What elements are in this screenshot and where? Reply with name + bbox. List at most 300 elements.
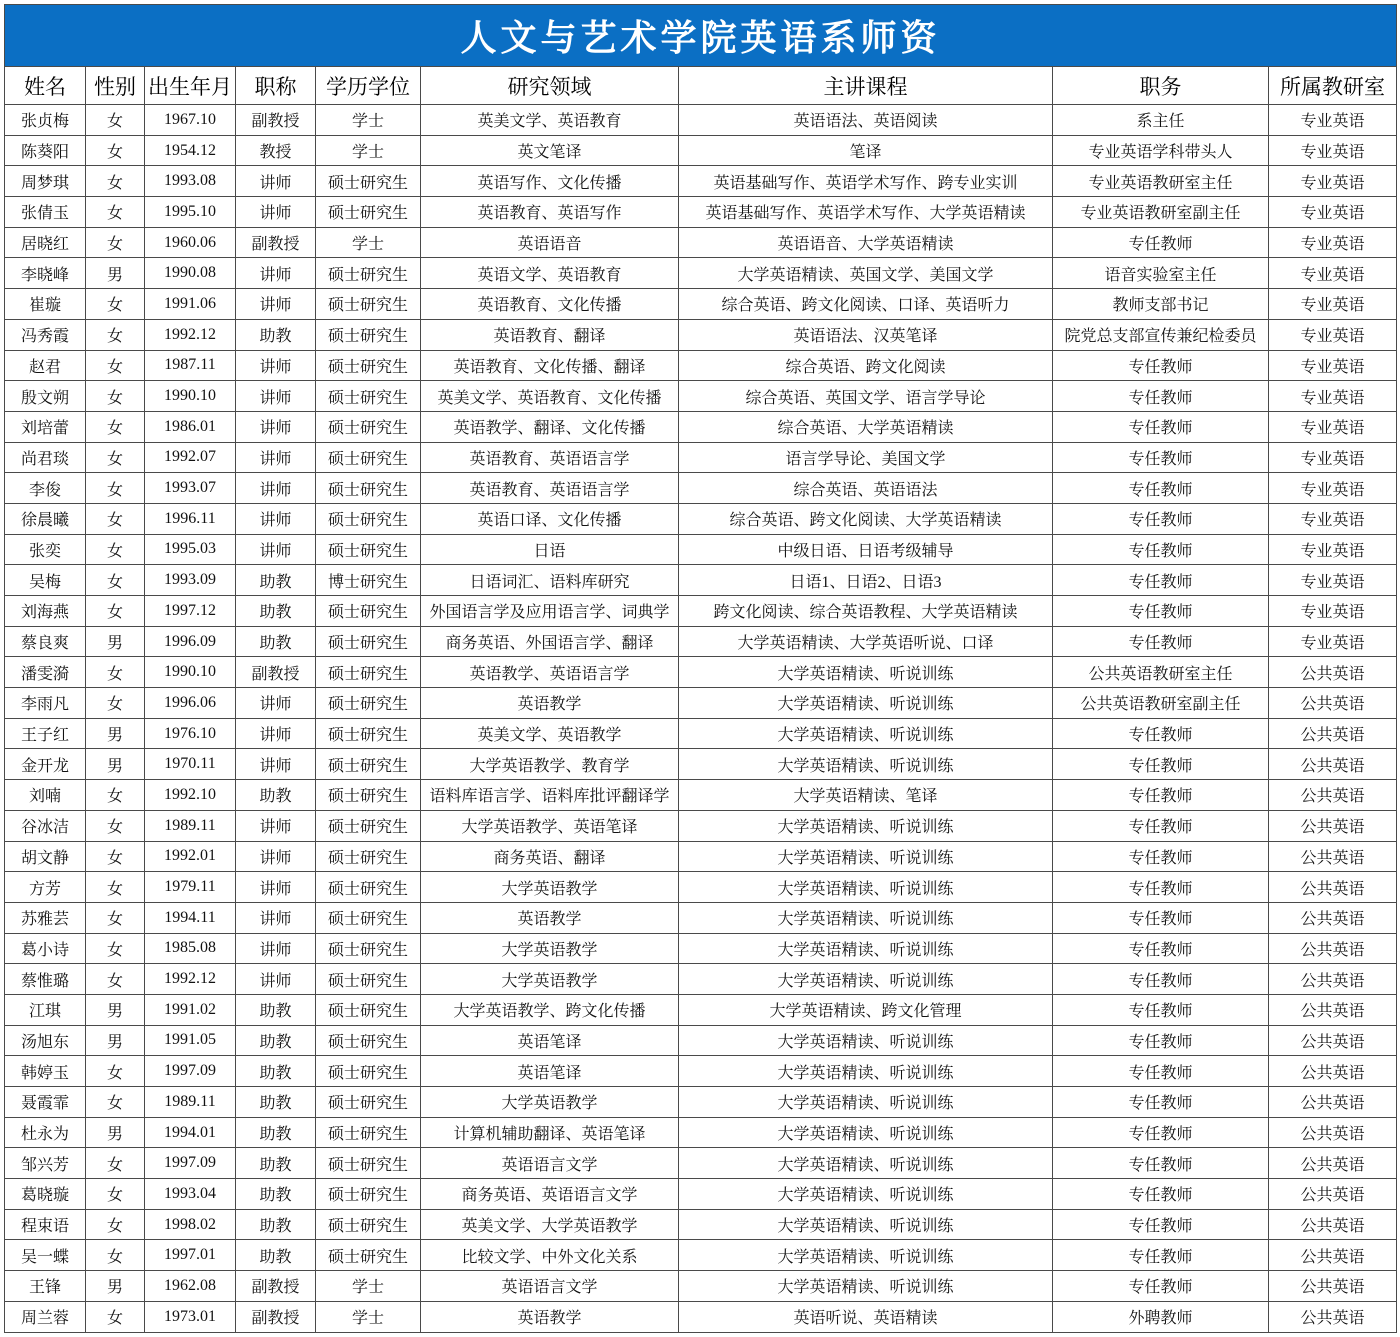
cell-section: 公共英语 xyxy=(1269,995,1397,1026)
cell-rank: 讲师 xyxy=(236,842,316,873)
cell-gender: 女 xyxy=(86,688,145,719)
cell-name: 金开龙 xyxy=(5,749,86,780)
cell-rank: 助教 xyxy=(236,780,316,811)
cell-name: 居晓红 xyxy=(5,228,86,259)
cell-section: 专业英语 xyxy=(1269,289,1397,320)
cell-research: 英语教学 xyxy=(421,903,679,934)
cell-gender: 男 xyxy=(86,258,145,289)
cell-birth: 1997.09 xyxy=(145,1148,236,1179)
cell-degree: 硕士研究生 xyxy=(316,381,421,412)
cell-post: 专业英语教研室主任 xyxy=(1053,166,1269,197)
cell-post: 专任教师 xyxy=(1053,934,1269,965)
cell-gender: 女 xyxy=(86,166,145,197)
cell-rank: 讲师 xyxy=(236,719,316,750)
cell-rank: 助教 xyxy=(236,1210,316,1241)
cell-degree: 学士 xyxy=(316,228,421,259)
cell-name: 韩婷玉 xyxy=(5,1056,86,1087)
cell-gender: 女 xyxy=(86,1056,145,1087)
cell-birth: 1954.12 xyxy=(145,136,236,167)
cell-gender: 女 xyxy=(86,381,145,412)
cell-gender: 女 xyxy=(86,535,145,566)
cell-rank: 助教 xyxy=(236,1240,316,1271)
cell-degree: 硕士研究生 xyxy=(316,197,421,228)
cell-post: 公共英语教研室主任 xyxy=(1053,657,1269,688)
cell-research: 日语词汇、语料库研究 xyxy=(421,565,679,596)
cell-rank: 讲师 xyxy=(236,535,316,566)
cell-section: 专业英语 xyxy=(1269,443,1397,474)
cell-degree: 硕士研究生 xyxy=(316,1118,421,1149)
cell-degree: 硕士研究生 xyxy=(316,964,421,995)
cell-degree: 学士 xyxy=(316,105,421,136)
cell-gender: 女 xyxy=(86,842,145,873)
cell-research: 英语文学、英语教育 xyxy=(421,258,679,289)
cell-birth: 1960.06 xyxy=(145,228,236,259)
cell-degree: 硕士研究生 xyxy=(316,1210,421,1241)
table-row xyxy=(5,872,1397,903)
cell-degree: 硕士研究生 xyxy=(316,903,421,934)
cell-name: 江琪 xyxy=(5,995,86,1026)
table-row xyxy=(5,964,1397,995)
table-row xyxy=(5,749,1397,780)
cell-rank: 讲师 xyxy=(236,166,316,197)
cell-gender: 女 xyxy=(86,1302,145,1333)
cell-degree: 硕士研究生 xyxy=(316,934,421,965)
cell-section: 公共英语 xyxy=(1269,1302,1397,1333)
cell-gender: 女 xyxy=(86,1148,145,1179)
cell-courses: 大学英语精读、听说训练 xyxy=(679,749,1053,780)
cell-name: 王子红 xyxy=(5,719,86,750)
cell-post: 系主任 xyxy=(1053,105,1269,136)
cell-courses: 英语语音、大学英语精读 xyxy=(679,228,1053,259)
cell-rank: 讲师 xyxy=(236,381,316,412)
cell-courses: 语言学导论、美国文学 xyxy=(679,443,1053,474)
cell-research: 英语口译、文化传播 xyxy=(421,504,679,535)
cell-gender: 女 xyxy=(86,1240,145,1271)
cell-rank: 讲师 xyxy=(236,903,316,934)
cell-courses: 大学英语精读、英国文学、美国文学 xyxy=(679,258,1053,289)
cell-courses: 大学英语精读、听说训练 xyxy=(679,1271,1053,1302)
cell-name: 葛小诗 xyxy=(5,934,86,965)
cell-courses: 综合英语、跨文化阅读、口译、英语听力 xyxy=(679,289,1053,320)
cell-section: 专业英语 xyxy=(1269,105,1397,136)
cell-research: 大学英语教学、教育学 xyxy=(421,749,679,780)
cell-research: 日语 xyxy=(421,535,679,566)
cell-section: 公共英语 xyxy=(1269,1148,1397,1179)
cell-rank: 副教授 xyxy=(236,228,316,259)
cell-post: 专任教师 xyxy=(1053,1118,1269,1149)
cell-research: 英语教学 xyxy=(421,1302,679,1333)
cell-research: 英文笔译 xyxy=(421,136,679,167)
table-body xyxy=(5,105,1397,1333)
cell-section: 公共英语 xyxy=(1269,964,1397,995)
cell-degree: 硕士研究生 xyxy=(316,995,421,1026)
cell-courses: 大学英语精读、听说训练 xyxy=(679,842,1053,873)
cell-rank: 助教 xyxy=(236,1026,316,1057)
column-header-section: 所属教研室 xyxy=(1269,67,1397,105)
cell-name: 葛晓璇 xyxy=(5,1179,86,1210)
cell-section: 专业英语 xyxy=(1269,627,1397,658)
cell-name: 周兰蓉 xyxy=(5,1302,86,1333)
cell-name: 蔡良爽 xyxy=(5,627,86,658)
cell-name: 张倩玉 xyxy=(5,197,86,228)
cell-section: 专业英语 xyxy=(1269,136,1397,167)
cell-name: 杜永为 xyxy=(5,1118,86,1149)
cell-rank: 助教 xyxy=(236,565,316,596)
table-row xyxy=(5,1302,1397,1333)
cell-research: 英语笔译 xyxy=(421,1026,679,1057)
cell-birth: 1985.08 xyxy=(145,934,236,965)
table-row xyxy=(5,105,1397,136)
cell-degree: 硕士研究生 xyxy=(316,872,421,903)
cell-post: 专任教师 xyxy=(1053,443,1269,474)
cell-degree: 硕士研究生 xyxy=(316,627,421,658)
cell-gender: 女 xyxy=(86,351,145,382)
cell-name: 李雨凡 xyxy=(5,688,86,719)
cell-birth: 1990.08 xyxy=(145,258,236,289)
table-row xyxy=(5,995,1397,1026)
cell-rank: 副教授 xyxy=(236,657,316,688)
cell-gender: 女 xyxy=(86,320,145,351)
cell-research: 商务英语、英语语言文学 xyxy=(421,1179,679,1210)
cell-post: 专任教师 xyxy=(1053,1210,1269,1241)
cell-courses: 大学英语精读、听说训练 xyxy=(679,657,1053,688)
cell-courses: 大学英语精读、听说训练 xyxy=(679,934,1053,965)
column-header-gender: 性别 xyxy=(86,67,145,105)
cell-research: 外国语言学及应用语言学、词典学 xyxy=(421,596,679,627)
cell-rank: 副教授 xyxy=(236,1271,316,1302)
cell-post: 专任教师 xyxy=(1053,1056,1269,1087)
table-row xyxy=(5,1148,1397,1179)
cell-post: 专业英语学科带头人 xyxy=(1053,136,1269,167)
column-header-courses: 主讲课程 xyxy=(679,67,1053,105)
cell-name: 张贞梅 xyxy=(5,105,86,136)
cell-post: 公共英语教研室副主任 xyxy=(1053,688,1269,719)
cell-research: 英美文学、英语教育 xyxy=(421,105,679,136)
cell-name: 程束语 xyxy=(5,1210,86,1241)
cell-name: 刘培蕾 xyxy=(5,412,86,443)
cell-courses: 综合英语、跨文化阅读、大学英语精读 xyxy=(679,504,1053,535)
cell-courses: 大学英语精读、听说训练 xyxy=(679,1026,1053,1057)
cell-courses: 综合英语、大学英语精读 xyxy=(679,412,1053,443)
cell-section: 公共英语 xyxy=(1269,1026,1397,1057)
cell-birth: 1998.02 xyxy=(145,1210,236,1241)
cell-degree: 学士 xyxy=(316,136,421,167)
cell-section: 专业英语 xyxy=(1269,166,1397,197)
cell-research: 语料库语言学、语料库批评翻译学 xyxy=(421,780,679,811)
cell-courses: 大学英语精读、听说训练 xyxy=(679,1087,1053,1118)
cell-research: 大学英语教学 xyxy=(421,872,679,903)
cell-name: 吴梅 xyxy=(5,565,86,596)
cell-section: 公共英语 xyxy=(1269,903,1397,934)
cell-degree: 硕士研究生 xyxy=(316,780,421,811)
cell-gender: 女 xyxy=(86,105,145,136)
cell-degree: 硕士研究生 xyxy=(316,719,421,750)
cell-section: 专业英语 xyxy=(1269,320,1397,351)
cell-post: 专任教师 xyxy=(1053,780,1269,811)
cell-section: 公共英语 xyxy=(1269,872,1397,903)
cell-degree: 学士 xyxy=(316,1271,421,1302)
cell-rank: 讲师 xyxy=(236,872,316,903)
cell-rank: 讲师 xyxy=(236,811,316,842)
cell-section: 专业英语 xyxy=(1269,258,1397,289)
cell-courses: 大学英语精读、大学英语听说、口译 xyxy=(679,627,1053,658)
cell-birth: 1989.11 xyxy=(145,811,236,842)
cell-rank: 助教 xyxy=(236,320,316,351)
column-header-research: 研究领域 xyxy=(421,67,679,105)
cell-rank: 副教授 xyxy=(236,105,316,136)
cell-research: 计算机辅助翻译、英语笔译 xyxy=(421,1118,679,1149)
cell-name: 李俊 xyxy=(5,473,86,504)
cell-post: 专任教师 xyxy=(1053,596,1269,627)
cell-courses: 大学英语精读、听说训练 xyxy=(679,964,1053,995)
cell-gender: 女 xyxy=(86,197,145,228)
table-row xyxy=(5,1271,1397,1302)
table-row xyxy=(5,627,1397,658)
cell-post: 专任教师 xyxy=(1053,228,1269,259)
cell-gender: 女 xyxy=(86,443,145,474)
header-row xyxy=(5,67,1397,105)
cell-post: 教师支部书记 xyxy=(1053,289,1269,320)
cell-post: 专任教师 xyxy=(1053,412,1269,443)
cell-rank: 讲师 xyxy=(236,443,316,474)
cell-gender: 女 xyxy=(86,136,145,167)
faculty-table xyxy=(4,4,1397,1333)
cell-gender: 女 xyxy=(86,872,145,903)
cell-birth: 1991.06 xyxy=(145,289,236,320)
table-row xyxy=(5,811,1397,842)
cell-section: 专业英语 xyxy=(1269,412,1397,443)
cell-gender: 女 xyxy=(86,964,145,995)
cell-birth: 1997.01 xyxy=(145,1240,236,1271)
cell-courses: 英语语法、汉英笔译 xyxy=(679,320,1053,351)
cell-birth: 1997.09 xyxy=(145,1056,236,1087)
cell-degree: 硕士研究生 xyxy=(316,320,421,351)
cell-degree: 硕士研究生 xyxy=(316,351,421,382)
cell-degree: 硕士研究生 xyxy=(316,657,421,688)
cell-gender: 男 xyxy=(86,1026,145,1057)
cell-post: 专任教师 xyxy=(1053,1271,1269,1302)
cell-rank: 副教授 xyxy=(236,1302,316,1333)
cell-rank: 助教 xyxy=(236,995,316,1026)
cell-section: 公共英语 xyxy=(1269,1179,1397,1210)
cell-degree: 硕士研究生 xyxy=(316,412,421,443)
cell-birth: 1989.11 xyxy=(145,1087,236,1118)
cell-degree: 硕士研究生 xyxy=(316,842,421,873)
cell-name: 汤旭东 xyxy=(5,1026,86,1057)
cell-birth: 1992.10 xyxy=(145,780,236,811)
cell-post: 专任教师 xyxy=(1053,842,1269,873)
table-row xyxy=(5,351,1397,382)
cell-section: 公共英语 xyxy=(1269,1210,1397,1241)
cell-degree: 硕士研究生 xyxy=(316,443,421,474)
cell-section: 专业英语 xyxy=(1269,228,1397,259)
cell-research: 英美文学、英语教育、文化传播 xyxy=(421,381,679,412)
cell-rank: 讲师 xyxy=(236,934,316,965)
cell-research: 英语教育、文化传播、翻译 xyxy=(421,351,679,382)
cell-rank: 讲师 xyxy=(236,289,316,320)
cell-courses: 笔译 xyxy=(679,136,1053,167)
cell-section: 专业英语 xyxy=(1269,351,1397,382)
cell-section: 专业英语 xyxy=(1269,381,1397,412)
cell-post: 专任教师 xyxy=(1053,565,1269,596)
cell-courses: 英语基础写作、英语学术写作、跨专业实训 xyxy=(679,166,1053,197)
column-header-name: 姓名 xyxy=(5,67,86,105)
cell-section: 专业英语 xyxy=(1269,504,1397,535)
cell-name: 李晓峰 xyxy=(5,258,86,289)
cell-section: 专业英语 xyxy=(1269,473,1397,504)
cell-courses: 大学英语精读、听说训练 xyxy=(679,1056,1053,1087)
cell-courses: 英语基础写作、英语学术写作、大学英语精读 xyxy=(679,197,1053,228)
cell-birth: 1987.11 xyxy=(145,351,236,382)
table-row xyxy=(5,197,1397,228)
cell-courses: 综合英语、跨文化阅读 xyxy=(679,351,1053,382)
cell-section: 公共英语 xyxy=(1269,811,1397,842)
cell-courses: 综合英语、英语语法 xyxy=(679,473,1053,504)
cell-courses: 大学英语精读、听说训练 xyxy=(679,1240,1053,1271)
table-row xyxy=(5,719,1397,750)
cell-section: 公共英语 xyxy=(1269,842,1397,873)
cell-courses: 日语1、日语2、日语3 xyxy=(679,565,1053,596)
cell-post: 专任教师 xyxy=(1053,719,1269,750)
table-row xyxy=(5,1179,1397,1210)
table-row xyxy=(5,1026,1397,1057)
cell-gender: 女 xyxy=(86,657,145,688)
cell-gender: 女 xyxy=(86,596,145,627)
cell-gender: 男 xyxy=(86,627,145,658)
cell-birth: 1994.01 xyxy=(145,1118,236,1149)
cell-name: 聂霞霏 xyxy=(5,1087,86,1118)
cell-name: 潘雯漪 xyxy=(5,657,86,688)
cell-birth: 1993.08 xyxy=(145,166,236,197)
cell-gender: 女 xyxy=(86,1087,145,1118)
cell-courses: 大学英语精读、听说训练 xyxy=(679,1118,1053,1149)
cell-research: 英语语音 xyxy=(421,228,679,259)
cell-birth: 1995.03 xyxy=(145,535,236,566)
cell-post: 专任教师 xyxy=(1053,749,1269,780)
cell-section: 公共英语 xyxy=(1269,1056,1397,1087)
cell-name: 崔璇 xyxy=(5,289,86,320)
cell-research: 商务英语、翻译 xyxy=(421,842,679,873)
cell-research: 英语教学、翻译、文化传播 xyxy=(421,412,679,443)
cell-rank: 讲师 xyxy=(236,412,316,443)
cell-name: 胡文静 xyxy=(5,842,86,873)
table-row xyxy=(5,1240,1397,1271)
cell-post: 专任教师 xyxy=(1053,1148,1269,1179)
cell-courses: 大学英语精读、听说训练 xyxy=(679,688,1053,719)
cell-research: 英语语言文学 xyxy=(421,1271,679,1302)
cell-research: 英美文学、大学英语教学 xyxy=(421,1210,679,1241)
cell-degree: 硕士研究生 xyxy=(316,596,421,627)
cell-gender: 男 xyxy=(86,995,145,1026)
cell-rank: 教授 xyxy=(236,136,316,167)
cell-section: 公共英语 xyxy=(1269,780,1397,811)
cell-birth: 1976.10 xyxy=(145,719,236,750)
cell-courses: 英语听说、英语精读 xyxy=(679,1302,1053,1333)
cell-courses: 大学英语精读、跨文化管理 xyxy=(679,995,1053,1026)
cell-section: 专业英语 xyxy=(1269,565,1397,596)
cell-post: 专任教师 xyxy=(1053,903,1269,934)
cell-research: 英语写作、文化传播 xyxy=(421,166,679,197)
cell-research: 英语语言文学 xyxy=(421,1148,679,1179)
cell-degree: 硕士研究生 xyxy=(316,166,421,197)
cell-courses: 大学英语精读、听说训练 xyxy=(679,903,1053,934)
cell-birth: 1995.10 xyxy=(145,197,236,228)
cell-degree: 硕士研究生 xyxy=(316,473,421,504)
cell-birth: 1992.07 xyxy=(145,443,236,474)
cell-post: 专任教师 xyxy=(1053,535,1269,566)
cell-courses: 大学英语精读、听说训练 xyxy=(679,1148,1053,1179)
cell-gender: 女 xyxy=(86,504,145,535)
cell-post: 专任教师 xyxy=(1053,964,1269,995)
cell-name: 王锋 xyxy=(5,1271,86,1302)
cell-research: 英语教育、翻译 xyxy=(421,320,679,351)
table-row xyxy=(5,596,1397,627)
column-header-birth: 出生年月 xyxy=(145,67,236,105)
cell-birth: 1996.09 xyxy=(145,627,236,658)
cell-degree: 硕士研究生 xyxy=(316,1026,421,1057)
table-row xyxy=(5,320,1397,351)
cell-name: 冯秀霞 xyxy=(5,320,86,351)
cell-name: 赵君 xyxy=(5,351,86,382)
column-header-rank: 职称 xyxy=(236,67,316,105)
cell-gender: 男 xyxy=(86,1118,145,1149)
cell-name: 刘海燕 xyxy=(5,596,86,627)
cell-rank: 讲师 xyxy=(236,688,316,719)
cell-courses: 大学英语精读、听说训练 xyxy=(679,719,1053,750)
cell-degree: 硕士研究生 xyxy=(316,1087,421,1118)
cell-post: 专任教师 xyxy=(1053,811,1269,842)
cell-degree: 硕士研究生 xyxy=(316,504,421,535)
column-header-post: 职务 xyxy=(1053,67,1269,105)
cell-section: 公共英语 xyxy=(1269,1118,1397,1149)
cell-post: 专任教师 xyxy=(1053,504,1269,535)
cell-name: 谷冰洁 xyxy=(5,811,86,842)
cell-courses: 中级日语、日语考级辅导 xyxy=(679,535,1053,566)
cell-gender: 男 xyxy=(86,749,145,780)
cell-name: 邹兴芳 xyxy=(5,1148,86,1179)
cell-courses: 大学英语精读、听说训练 xyxy=(679,1210,1053,1241)
cell-gender: 男 xyxy=(86,1271,145,1302)
cell-post: 专业英语教研室副主任 xyxy=(1053,197,1269,228)
cell-gender: 女 xyxy=(86,934,145,965)
cell-section: 专业英语 xyxy=(1269,596,1397,627)
table-row xyxy=(5,412,1397,443)
cell-gender: 女 xyxy=(86,780,145,811)
cell-birth: 1973.01 xyxy=(145,1302,236,1333)
cell-degree: 硕士研究生 xyxy=(316,1056,421,1087)
cell-birth: 1994.11 xyxy=(145,903,236,934)
cell-gender: 女 xyxy=(86,228,145,259)
table-row xyxy=(5,228,1397,259)
cell-birth: 1979.11 xyxy=(145,872,236,903)
cell-research: 英美文学、英语教学 xyxy=(421,719,679,750)
cell-name: 苏雅芸 xyxy=(5,903,86,934)
cell-birth: 1986.01 xyxy=(145,412,236,443)
cell-courses: 大学英语精读、听说训练 xyxy=(679,872,1053,903)
cell-courses: 大学英语精读、笔译 xyxy=(679,780,1053,811)
cell-gender: 女 xyxy=(86,473,145,504)
cell-gender: 女 xyxy=(86,1210,145,1241)
cell-name: 刘喃 xyxy=(5,780,86,811)
cell-research: 商务英语、外国语言学、翻译 xyxy=(421,627,679,658)
cell-birth: 1996.06 xyxy=(145,688,236,719)
table-row xyxy=(5,443,1397,474)
cell-birth: 1992.12 xyxy=(145,964,236,995)
cell-rank: 讲师 xyxy=(236,504,316,535)
table-row xyxy=(5,1210,1397,1241)
cell-post: 专任教师 xyxy=(1053,627,1269,658)
cell-courses: 大学英语精读、听说训练 xyxy=(679,811,1053,842)
